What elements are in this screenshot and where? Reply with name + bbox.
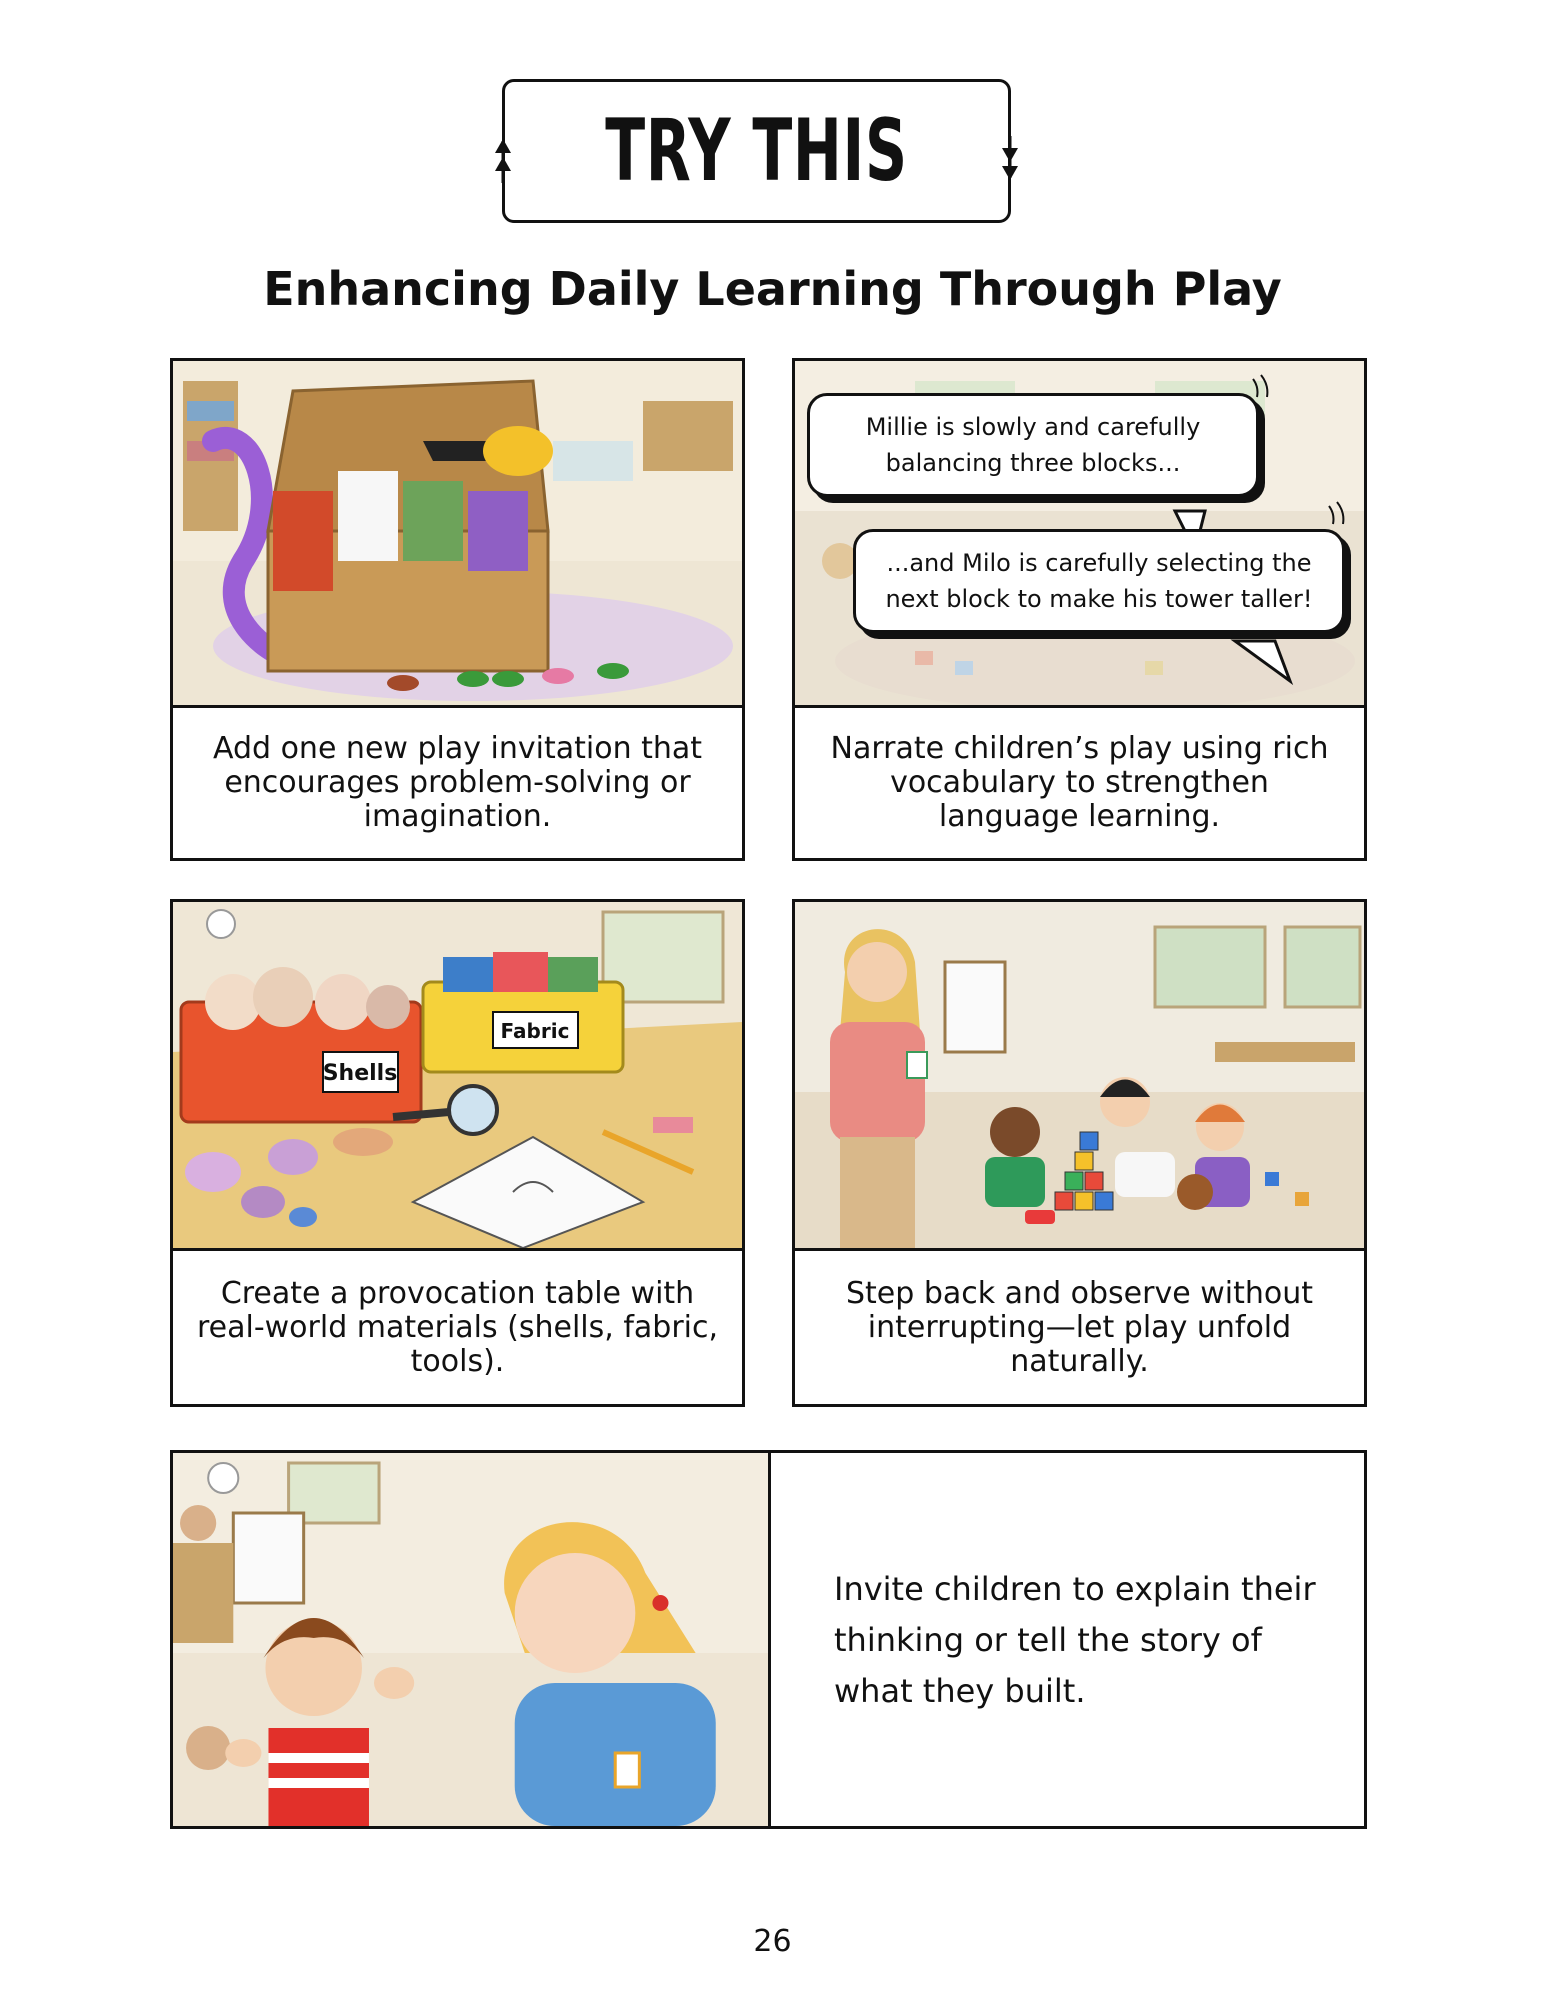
card-caption: Add one new play invitation that encourages problem-solving or imagination.: [212, 731, 703, 834]
activity-card-explain-thinking: [170, 1450, 1367, 1829]
activity-card-observe: [792, 899, 1367, 1407]
arrow-down-icon: [999, 134, 1021, 182]
activity-card-narrate-play: [792, 358, 1367, 861]
child-talking-to-teacher-illustration: [173, 1453, 771, 1826]
activity-card-play-invitation: [170, 358, 745, 861]
shells-label: Shells: [322, 1061, 398, 1086]
teacher-observing-block-play-illustration: [795, 902, 1364, 1251]
classroom-speech-bubbles-illustration: [795, 361, 1364, 708]
try-this-banner: [502, 79, 1011, 223]
card-caption: Create a provocation table with real-world materials (shells, fabric, tools).: [196, 1275, 719, 1379]
fabric-label: Fabric: [500, 1019, 570, 1043]
page-subtitle: Enhancing Daily Learning Through Play: [263, 262, 1282, 316]
activity-card-provocation-table: [170, 899, 745, 1407]
card-caption: Step back and observe without interrupting—let play unfold naturally.: [846, 1275, 1313, 1379]
dress-up-trunk-illustration: [173, 361, 742, 708]
speech-bubble-milo: ...and Milo is carefully selecting the next block to make his tower taller!: [853, 529, 1345, 633]
page-number: 26: [753, 1924, 792, 1959]
provocation-table-illustration: [173, 902, 742, 1251]
card-caption: Narrate children’s play using rich vocabulary to strengthen language learning.: [830, 731, 1329, 834]
banner-title: TRY THIS: [605, 101, 908, 201]
card-caption: Invite children to explain their thinking or tell the story of what they built.: [834, 1570, 1316, 1710]
arrow-up-icon: [492, 137, 514, 185]
speech-bubble-millie: Millie is slowly and carefully balancing three blocks...: [807, 393, 1259, 497]
